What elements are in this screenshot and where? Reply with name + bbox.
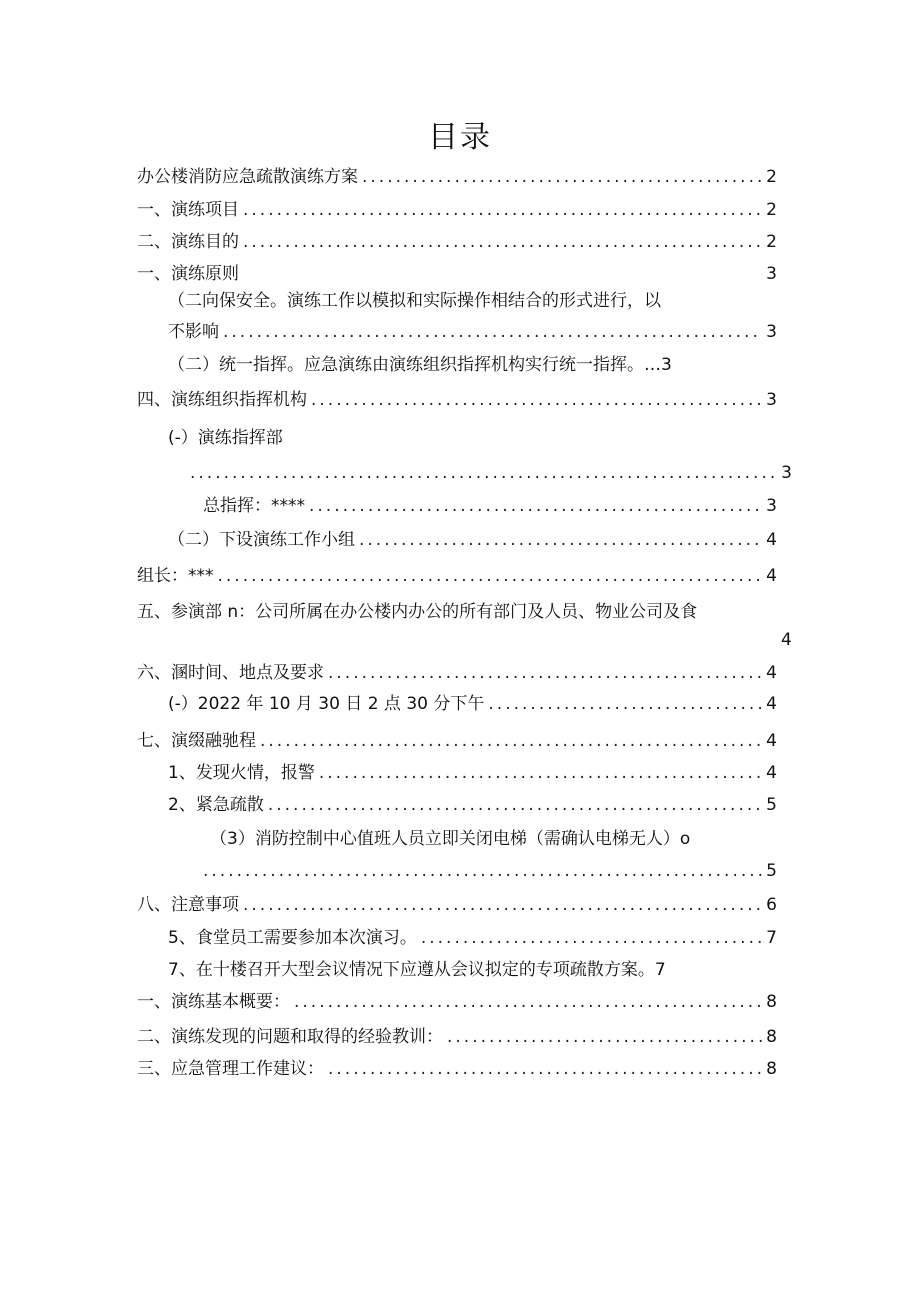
toc-entry[interactable] — [168, 762, 777, 784]
toc-entry-label: 三、应急管理工作建议： — [137, 1059, 324, 1079]
toc-entry[interactable]: （二）统一指挥。应急演练由演练组织指挥机构实行统一指挥。…3 — [168, 355, 672, 375]
toc-entry[interactable] — [137, 565, 777, 587]
toc-entry-page: 4 — [766, 731, 777, 751]
toc-leader-dots — [488, 693, 762, 715]
toc-leader-dots — [359, 529, 762, 551]
toc-entry[interactable] — [137, 730, 777, 752]
toc-entry-label[interactable]: (-）演练指挥部 — [168, 428, 283, 448]
toc-entry[interactable] — [137, 199, 777, 221]
toc-entry[interactable] — [137, 389, 777, 411]
toc-entry-page: 8 — [766, 1059, 777, 1079]
toc-entry-page: 5 — [766, 795, 777, 815]
toc-entry-label: 二、演练发现的问题和取得的经验教训： — [137, 1027, 443, 1047]
toc-leader-dots — [447, 1026, 762, 1048]
toc-entry-label: 四、演练组织指挥机构 — [137, 390, 307, 410]
toc-leader-dots — [328, 662, 762, 684]
toc-entry-label[interactable]: 五、参演部 n：公司所属在办公楼内办公的所有部门及人员、物业公司及食 — [137, 602, 698, 622]
toc-entry-page: 3 — [766, 390, 777, 410]
toc-entry-label: 1、发现火情，报警 — [168, 763, 315, 783]
toc-entry-label: (-）2022 年 10 月 30 日 2 点 30 分下午 — [168, 694, 485, 714]
toc-entry-page[interactable]: 4 — [781, 630, 792, 650]
toc-leader-dots — [218, 565, 763, 587]
toc-entry[interactable] — [137, 231, 777, 253]
toc-entry-label: 2、紧急疏散 — [168, 795, 264, 815]
toc-entry-label: 六、溷时间、地点及要求 — [137, 663, 324, 683]
toc-entry-page: 3 — [766, 496, 777, 516]
toc-entry[interactable] — [137, 894, 777, 916]
toc-entry[interactable] — [137, 1026, 777, 1048]
toc-entry-label[interactable]: （3）消防控制中心值班人员立即关闭电梯（需确认电梯无人）o — [210, 829, 691, 849]
toc-entry-continuation[interactable] — [190, 462, 792, 484]
toc-entry-label: 二、演练目的 — [137, 232, 239, 252]
toc-entry-label: 组长：*** — [137, 566, 214, 586]
toc-entry-page: 4 — [766, 663, 777, 683]
toc-leader-dots — [260, 730, 762, 752]
toc-entry[interactable] — [137, 991, 777, 1013]
toc-entry-page: 3 — [781, 463, 792, 483]
toc-leader-dots — [309, 495, 762, 517]
toc-leader-dots — [311, 389, 762, 411]
toc-entry[interactable] — [168, 927, 777, 949]
toc-leader-dots — [294, 991, 762, 1013]
toc-entry-label: （二）下设演练工作小组 — [168, 530, 355, 550]
toc-leader-dots — [243, 894, 762, 916]
toc-entry[interactable] — [137, 662, 777, 684]
toc-entry-page: 2 — [766, 167, 777, 187]
toc-entry[interactable] — [137, 1058, 777, 1080]
toc-entry-page: 4 — [766, 566, 777, 586]
toc-entry[interactable] — [137, 166, 777, 188]
toc-entry-continuation[interactable] — [203, 860, 777, 882]
toc-entry-page: 5 — [766, 861, 777, 881]
toc-entry-page: 2 — [766, 200, 777, 220]
toc-entry-label: 办公楼消防应急疏散演练方案 — [137, 167, 358, 187]
toc-entry[interactable] — [168, 794, 777, 816]
toc-entry-label: 七、演缀融驰程 — [137, 731, 256, 751]
toc-entry[interactable]: 7、在十楼召开大型会议情况下应遵从会议拟定的专项疏散方案。7 — [168, 960, 666, 980]
toc-entry-label: 一、演练基本概要： — [137, 992, 290, 1012]
toc-leader-dots — [243, 199, 762, 221]
toc-entry-page: 2 — [766, 232, 777, 252]
toc-entry-page: 3 — [766, 322, 777, 342]
toc-entry-label: 一、演练项目 — [137, 200, 239, 220]
toc-leader-dots — [328, 1058, 762, 1080]
page-title: 目录 — [428, 120, 492, 155]
toc-entry[interactable] — [168, 693, 777, 715]
toc-leader-dots — [243, 231, 762, 253]
toc-entry-label: 5、食堂员工需要参加本次演习。 — [168, 928, 417, 948]
toc-leader-dots — [362, 166, 762, 188]
toc-leader-dots — [268, 794, 762, 816]
toc-leader-dots — [190, 462, 777, 484]
toc-entry-label: 一、演练原则 — [137, 264, 239, 284]
toc-entry-label: 总指挥：**** — [203, 496, 305, 516]
toc-entry[interactable] — [137, 263, 777, 285]
toc-entry-page: 7 — [766, 928, 777, 948]
toc-entry[interactable] — [168, 529, 777, 551]
toc-entry-wrapped-line[interactable]: （二向保安全。演练工作以模拟和实际操作相结合的形式进行，以 — [168, 291, 661, 311]
toc-entry[interactable] — [203, 495, 777, 517]
toc-entry-page: 8 — [766, 1027, 777, 1047]
toc-entry-label: 八、注意事项 — [137, 895, 239, 915]
toc-leader-dots — [203, 860, 762, 882]
toc-leader-dots — [223, 321, 762, 343]
toc-leader-dots — [421, 927, 762, 949]
toc-entry-page: 4 — [766, 694, 777, 714]
toc-entry-label: 不影响 — [168, 322, 219, 342]
toc-entry-page: 4 — [766, 530, 777, 550]
toc-entry-page: 4 — [766, 763, 777, 783]
toc-leader-dots — [319, 762, 762, 784]
toc-entry-page: 6 — [766, 895, 777, 915]
toc-entry[interactable] — [168, 321, 777, 343]
toc-entry-page: 8 — [766, 992, 777, 1012]
toc-entry-page: 3 — [766, 264, 777, 284]
